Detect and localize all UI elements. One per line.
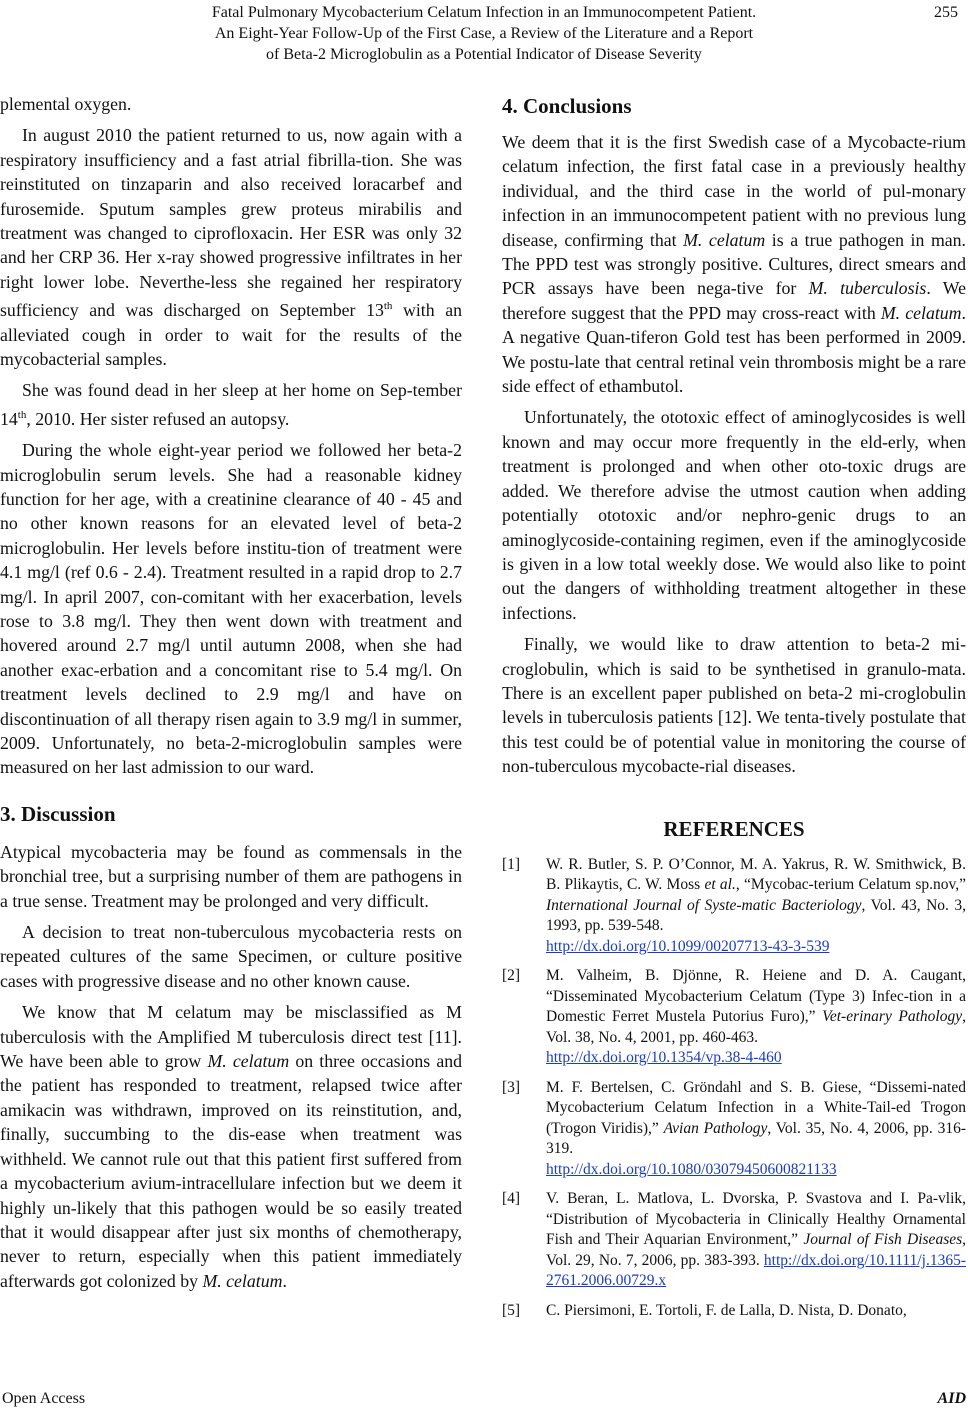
header-line-1: Fatal Pulmonary Mycobacterium Celatum Infection in an Immunocompetent Patient.: [211, 4, 757, 21]
doi-link[interactable]: http://dx.doi.org/10.1111/j.1365-2761.2006.00729.x: [546, 1251, 966, 1290]
reference-item: [502, 1301, 966, 1322]
reference-number: [4]: [502, 1190, 521, 1208]
reference-number: [1]: [502, 855, 521, 873]
doi-link[interactable]: http://dx.doi.org/10.1354/vp.38-4-460: [546, 1049, 782, 1067]
doi-link[interactable]: http://dx.doi.org/10.1099/00207713-43-3-539: [546, 937, 830, 955]
section-heading-conclusions: 4. Conclusions: [502, 94, 632, 118]
running-header: [0, 0, 968, 65]
reference-text: M. Valheim, B. Djönne, R. Heiene and D. A. Caugant, “Disseminated Mycobacterium Celatum (Type 3) Infec-tion in a Domestic Ferret Mustela Putorius Furo),” Vet-erinary Pathology, Vol. 38, No. 4, 2001, pp. 460-463. http://dx.doi.org/10.1354/vp.38-4-460: [546, 967, 966, 1067]
reference-number: [2]: [502, 967, 521, 985]
reference-text: V. Beran, L. Matlova, L. Dvorska, P. Svastova and I. Pa-vlik, “Distribution of Mycobacteria in Clinically Healthy Ornamental Fish and Their Aquarian Environment,” Journal of Fish Diseases, Vol. 29, No. 7, 2006, pp. 383-393. http://dx.doi.org/10.1111/j.1365-2761.2006.00729.x: [546, 1190, 967, 1290]
paragraph-conclusions: We deem that it is the first Swedish case of a Mycobacte-rium celatum infection, the first fatal case in a previously healthy individual, and the third case in the world of pul-monary infection in an immunocompetent patient with no previous lung disease, confirming that M. celatum is a true pathogen in man. The PPD test was strongly positive. Cultures, direct smears and PCR assays have been nega-tive for M. tuberculosis. We therefore suggest that the PPD may cross-react with M. celatum. A negative Quan-tiferon Gold test has been performed in 2009. We postu-late that central retinal vein thrombosis might be a rare side effect of ethambutol.: [502, 132, 966, 397]
reference-number: [3]: [502, 1078, 521, 1096]
reference-text: C. Piersimoni, E. Tortoli, F. de Lalla, D. Nista, D. Donato,: [546, 1301, 907, 1319]
footer-open-access: Open Access: [2, 1390, 86, 1407]
paragraph-beta2-attention: Finally, we would like to draw attention to beta-2 mi-croglobulin, which is said to be synthetised in granulo-mata. There is an excellent paper published on beta-2 mi-croglobulin levels in tuberculosis patients [12]. We tenta-tively postulate that this test could be of potential value in monitoring the course of non-tuberculous mycobacte-rial diseases.: [502, 634, 966, 777]
reference-item: [502, 966, 966, 1069]
section-heading-discussion: 3. Discussion: [0, 801, 116, 826]
right-column: [502, 92, 966, 1330]
paragraph-ototoxic: Unfortunately, the ototoxic effect of aminoglycosides is well known and may occur more frequently in the eld-erly, when treatment is prolonged and when other oto-toxic drugs are added. We therefore advise the utmost caution when adding potentially ototoxic and/or nephro-genic drugs to an aminoglycoside-containing regimen, even if the aminoglycoside is given in a low total weekly dose. We would also like to point out the dangers of withholding treatment altogether in these infections.: [502, 407, 966, 623]
paragraph-misclassified: We know that M celatum may be misclassified as M tuberculosis with the Amplified M tuberculosis direct test [11]. We have been able to grow M. celatum on three occasions and the patient has responded to treatment, relapsed twice after amikacin was withdrawn, improved on its reinstitution, and, finally, succumbing to the dis-ease when treatment was withheld. We cannot rule out that this patient first suffered from a mycobacterium avium-intracellulare infection but we deem it highly un-likely that this pathogen would be so easily treated that it would disappear after just six months of chemotherapy, never to return, especially when this patient immediately afterwards got colonized by M. celatum.: [0, 1002, 462, 1291]
reference-item: [502, 1078, 966, 1181]
reference-text: M. F. Bertelsen, C. Gröndahl and S. B. Giese, “Dissemi-nated Mycobacterium Celatum Infection in a White-Tail-ed Trogon (Trogon Viridis),” Avian Pathology, Vol. 35, No. 4, 2006, pp. 316-319. http://dx.doi.org/10.1080/03079450600821133: [546, 1078, 966, 1178]
reference-number: [5]: [502, 1301, 521, 1319]
header-line-2: An Eight-Year Follow-Up of the First Case, a Review of the Literature and a Report: [214, 25, 754, 42]
references-heading: REFERENCES: [663, 816, 805, 841]
header-line-3: of Beta-2 Microglobulin as a Potential Indicator of Disease Severity: [266, 46, 702, 63]
footer-journal-abbrev: AID: [937, 1390, 966, 1407]
reference-item: [502, 1189, 966, 1292]
reference-item: [502, 855, 966, 958]
doi-link[interactable]: http://dx.doi.org/10.1080/03079450600821133: [546, 1160, 837, 1178]
paragraph-decision-to-treat: A decision to treat non-tuberculous mycobacteria rests on repeated cultures of the same Specimen, or culture positive cases with progressive disease and no other known cause.: [0, 922, 462, 991]
paragraph-atypical-mycobacteria: Atypical mycobacteria may be found as commensals in the bronchial tree, but a surprising number of them are pathogens in a true sense. Treatment may be prolonged and very difficult.: [0, 841, 462, 911]
left-column: [0, 92, 462, 1293]
paragraph-found-dead: She was found dead in her sleep at her home on Sep-tember 14th, 2010. Her sister refused an autopsy.: [0, 380, 462, 429]
paragraph-continuation: plemental oxygen.: [0, 94, 132, 114]
page-number: 255: [934, 4, 958, 21]
paragraph-beta2-levels: During the whole eight-year period we followed her beta-2 microglobulin serum levels. She had a reasonable kidney function for her age, with a creatinine clearance of 40 - 45 and no other known reasons for an elevated level of beta-2 microglobulin. Her levels before institu-tion of treatment were 4.1 mg/l (ref 0.6 - 2.4). Treatment resulted in a rapid drop to 2.7 mg/l. In april 2007, con-comitant with her exacerbation, levels rose to 3.8 mg/l. They then went down with treatment and hovered around 2.7 mg/l until autumn 2008, when she had another exac-erbation and a concomitant rise to 5.4 mg/l. On treatment levels declined to 2.9 mg/l and have on discontinuation of all therapy risen again to 3.9 mg/l in summer, 2009. Unfortunately, no beta-2-microglobulin samples were measured on her last admission to our ward.: [0, 440, 462, 778]
paragraph-august-2010: In august 2010 the patient returned to us, now again with a respiratory insufficiency and a fast atrial fibrilla-tion. She was reinstituted on tinzaparin and also received loracarbef and furosemide. Sputum samples grew proteus mirabilis and treatment was changed to ciprofloxacin. Her ESR was only 32 and her CRP 36. Her x-ray showed progressive infiltrates in her right lower lobe. Neverthe-less she regained her respiratory sufficiency and was discharged on September 13th with an alleviated cough in order to wait for the results of the mycobacterial samples.: [0, 125, 463, 369]
reference-text: W. R. Butler, S. P. O’Connor, M. A. Yakrus, R. W. Smithwick, B. B. Plikaytis, C. W. Moss et al., “Mycobac-terium Celatum sp.nov,” International Journal of Syste-matic Bacteriology, Vol. 43, No. 3, 1993, pp. 539-548. http://dx.doi.org/10.1099/00207713-43-3-539: [546, 855, 966, 955]
